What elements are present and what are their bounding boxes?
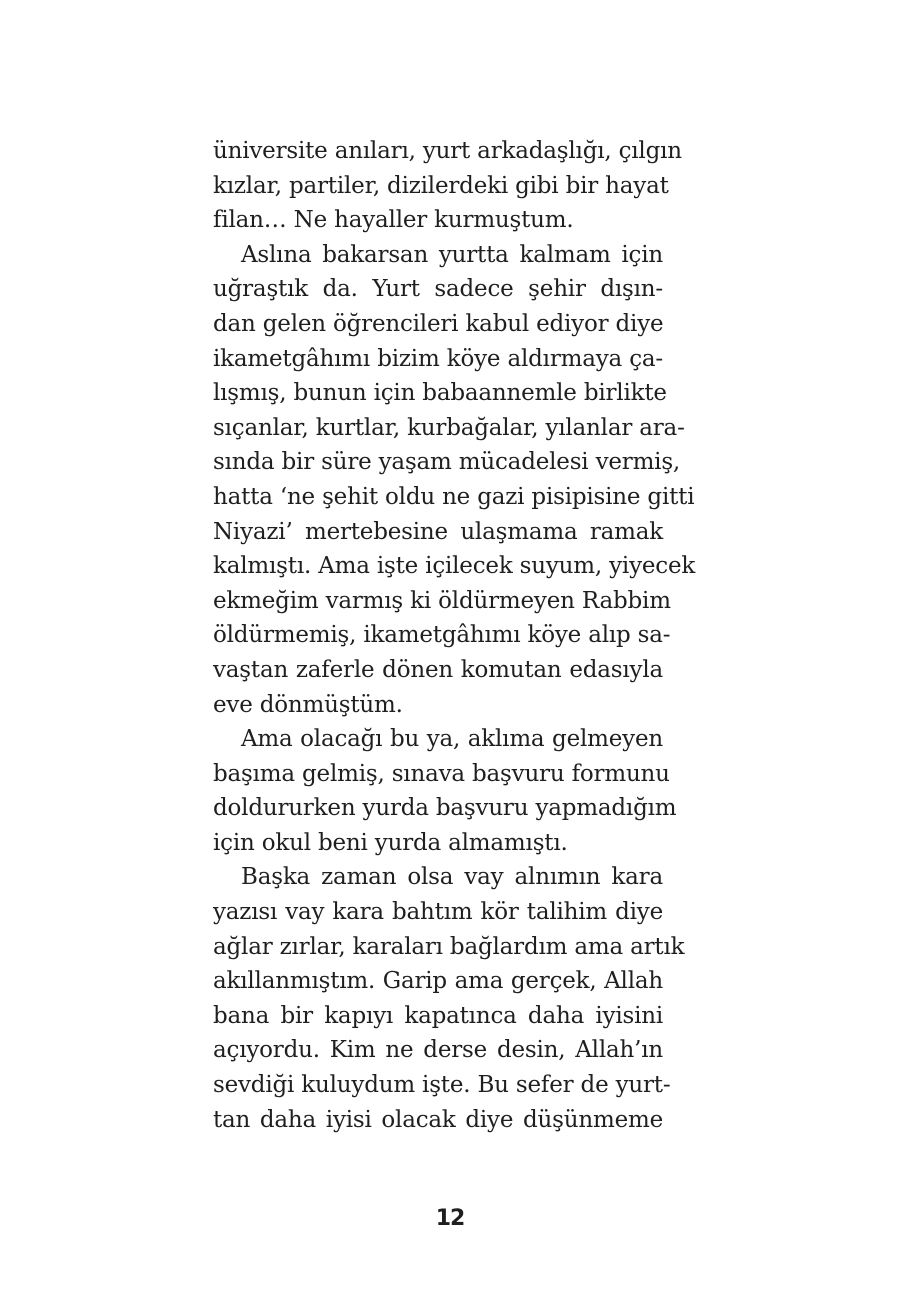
text-line: yazısı vay kara bahtım kör talihim diye: [213, 899, 663, 926]
body-text: [213, 134, 696, 1137]
text-line: sında bir süre yaşam mücadelesi vermiş,: [213, 449, 681, 476]
text-line: için okul beni yurda almamıştı.: [213, 829, 568, 856]
text-line: sıçanlar, kurtlar, kurbağalar, yılanlar ara-: [213, 414, 685, 441]
text-line: tan daha iyisi olacak diye düşünmeme: [213, 1106, 663, 1133]
text-line: kızlar, partiler, dizilerdeki gibi bir hayat: [213, 172, 669, 199]
text-line: sevdiği kuluydum işte. Bu sefer de yurt-: [213, 1072, 671, 1099]
text-line: vaştan zaferle dönen komutan edasıyla: [213, 656, 663, 683]
paragraph-4: [213, 860, 685, 1137]
text-line: dan gelen öğrencileri kabul ediyor diye: [213, 310, 664, 337]
text-line: eve dönmüştüm.: [213, 691, 403, 718]
text-line: lışmış, bunun için babaannemle birlikte: [213, 380, 667, 407]
text-line: doldururken yurda başvuru yapmadığım: [213, 795, 677, 822]
text-line: ekmeğim varmış ki öldürmeyen Rabbim: [213, 587, 671, 614]
text-line: bana bir kapıyı kapatınca daha iyisini: [213, 1002, 663, 1029]
text-line: öldürmemiş, ikametgâhımı köye alıp sa-: [213, 622, 671, 649]
text-line: ağlar zırlar, karaları bağlardım ama artık: [213, 933, 685, 960]
text-line: Niyazi’ mertebesine ulaşmama ramak: [213, 518, 663, 545]
text-line: filan… Ne hayaller kurmuştum.: [213, 207, 574, 234]
text-line: başıma gelmiş, sınava başvuru formunu: [213, 760, 670, 787]
text-line: üniversite anıları, yurt arkadaşlığı, çılgın: [213, 138, 682, 164]
text-line: Ama olacağı bu ya, aklıma gelmeyen: [241, 726, 663, 753]
text-line: açıyordu. Kim ne derse desin, Allah’ın: [213, 1037, 663, 1064]
page-number: 12: [435, 1206, 465, 1231]
paragraph-3: [213, 722, 677, 860]
text-line: kalmıştı. Ama işte içilecek suyum, yiyecek: [213, 553, 696, 580]
text-line: uğraştık da. Yurt sadece şehir dışın-: [213, 276, 663, 303]
text-line: akıllanmıştım. Garip ama gerçek, Allah: [213, 968, 663, 995]
paragraph-1: [213, 134, 682, 238]
text-line: ikametgâhımı bizim köye aldırmaya ça-: [213, 345, 663, 372]
text-line: Başka zaman olsa vay alnımın kara: [241, 864, 663, 891]
paragraph-2: [213, 238, 696, 722]
text-line: Aslına bakarsan yurtta kalmam için: [241, 241, 663, 268]
text-line: hatta ‘ne şehit oldu ne gazi pisipisine gitti: [213, 483, 695, 510]
